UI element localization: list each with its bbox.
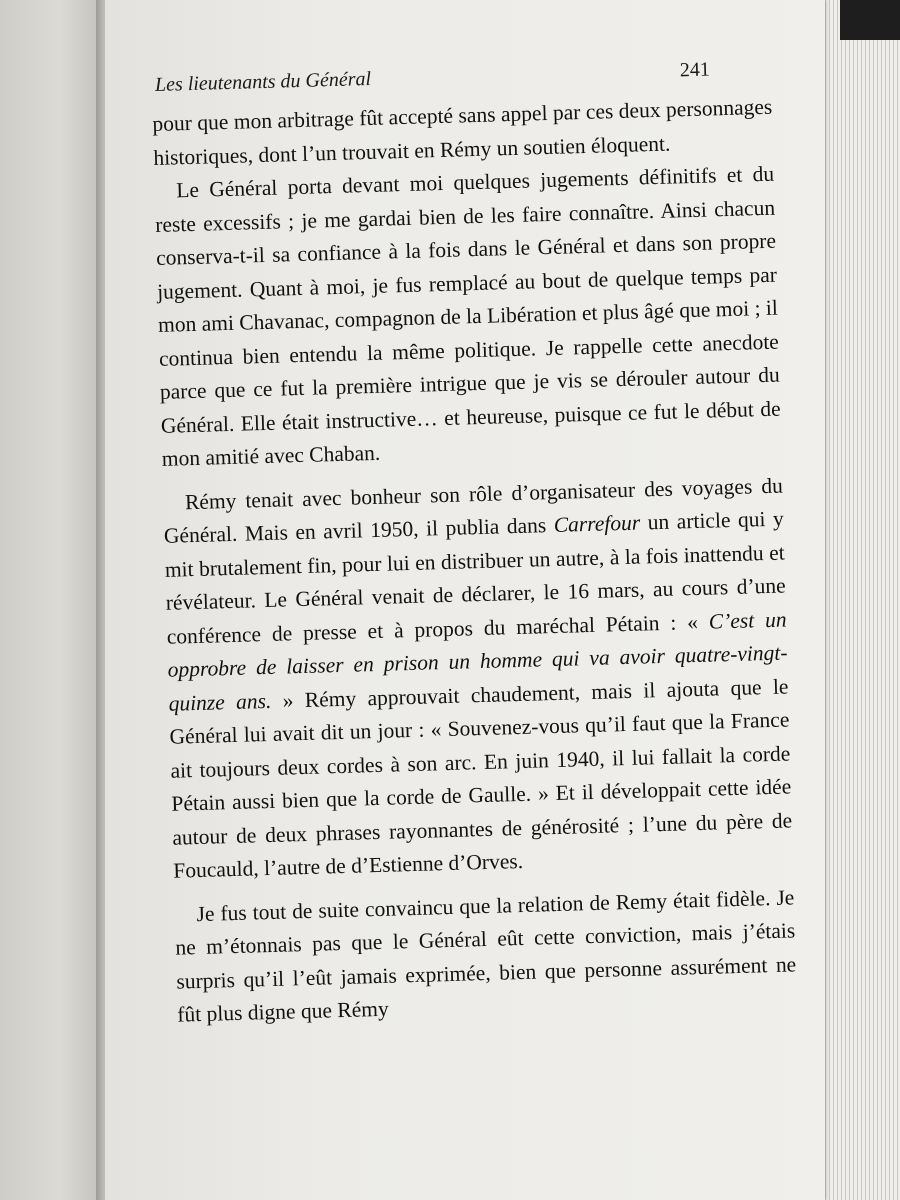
facing-page xyxy=(0,0,100,1200)
text-run: » Rémy approuvait chaudement, mais il ajouta que le Général lui avait dit un jour : « Souvenez-vous qu’il faut que la France ait toujours deux cordes à son arc. En juin 1940, il lui fallait la corde Pétain aussi bien que la corde de Gaulle. » Et il développait cette idée autour de deux phrases rayonnantes de générosité ; l’une du père de Foucauld, l’autre de d’Estienne d’Orves. xyxy=(169,673,793,883)
paragraph xyxy=(174,881,797,1032)
text-run: Je fus tout de suite convaincu que la relation de Remy était fidèle. Je ne m’étonnais pas que le Général eût cette conviction, mais j’étais surpris qu’il l’eût jamais exprimée, bien que personne assurément ne fût plus digne que Rémy xyxy=(175,884,797,1027)
text-run: Le Général porta devant moi quelques jugements définitifs et du reste excessifs ; je me gardai bien de les faire connaître. Ainsi chacun conserva-t-il sa confiance à la fois dans le Général et dans son propre jugement. Quant à moi, je fus remplacé au bout de quelque temps par mon ami Chavanac, compagnon de la Libération et plus âgé que moi ; il continua bien entendu la même politique. Je rappelle cette anecdote parce que ce fut la première intrigue que je vis se dérouler autour du Général. Elle était instructive… et heureuse, puisque ce fut le début de mon amitié avec Chaban. xyxy=(154,161,781,471)
text-run: un article qui y mit brutalement fin, pour lui en distribuer un autre, à la fois inattendu et révélateur. Le Général venait de déclarer, le 16 mars, au cours d’une conférence de presse et à propos du maréchal Pétain : « xyxy=(164,506,786,649)
paragraph xyxy=(154,158,782,477)
page-number: 241 xyxy=(679,58,711,82)
running-head: Les lieutenants du Général xyxy=(154,67,372,96)
italic-text: C’est un opprobre de laisser en prison un homme qui va avoir quatre-vingt-quinze ans. xyxy=(167,606,788,716)
italic-text: Carrefour xyxy=(553,510,641,537)
background-corner xyxy=(840,0,900,40)
body-text xyxy=(152,91,798,1032)
text-run: Rémy tenait avec bonheur son rôle d’organisateur des voyages du Général. Mais en avril 1950, il publia dans xyxy=(163,473,784,548)
paragraph xyxy=(163,469,794,888)
text-run: pour que mon arbitrage fût accepté sans appel par ces deux personnages historiques, dont l’un trouvait en Rémy un soutien éloquent. xyxy=(152,94,773,170)
